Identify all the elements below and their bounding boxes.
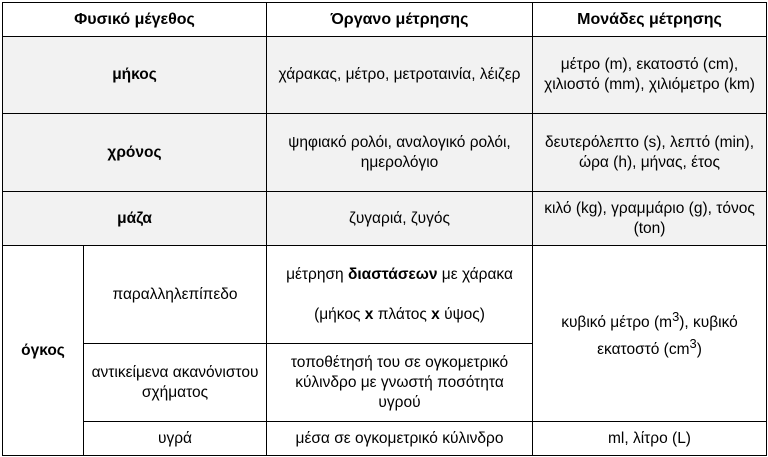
parallelepiped-label: παραλληλεπίπεδο (84, 246, 267, 344)
parallelepiped-instr-bold: διαστάσεων (347, 265, 438, 283)
parallelepiped-instr-post: με χάρακα (437, 265, 513, 283)
solid-units-part1: κυβικό μέτρο (m (561, 314, 673, 332)
solid-units-part3: ) (696, 340, 702, 358)
spacer (273, 285, 526, 305)
parallelepiped-instr-pre: μέτρηση (286, 265, 348, 283)
time-instrument: ψηφιακό ρολόι, αναλογικό ρολόι, ημερολόγιο (267, 114, 533, 192)
times-sign-1: x (364, 305, 374, 323)
times-sign-2: x (431, 305, 440, 323)
row-mass (3, 192, 767, 246)
irregular-label: αντικείμενα ακανόνιστου σχήματος (84, 344, 267, 422)
row-volume-liquids (3, 422, 767, 456)
row-time (3, 114, 767, 192)
mass-units: κιλό (kg), γραμμάριο (g), τόνος (ton) (533, 192, 767, 246)
irregular-instrument: τοποθέτησή του σε ογκομετρικό κύλινδρο με γνωστή ποσότητα υγρού (267, 344, 533, 422)
length-units: μέτρο (m), εκατοστό (cm), χιλιοστό (mm), χιλιόμετρο (km) (533, 37, 767, 114)
length-quantity: μήκος (3, 37, 267, 114)
measurement-table (2, 2, 767, 456)
header-instrument: Όργανο μέτρησης (267, 3, 533, 37)
liquids-units: ml, λίτρο (L) (533, 422, 767, 456)
liquids-instrument: μέσα σε ογκομετρικό κύλινδρο (267, 422, 533, 456)
time-quantity: χρόνος (3, 114, 267, 192)
row-volume-parallelepiped (3, 246, 767, 344)
header-row (3, 3, 767, 37)
superscript-3: 3 (672, 309, 680, 325)
row-length (3, 37, 767, 114)
formula-mid: πλάτος (373, 305, 432, 323)
header-quantity: Φυσικό μέγεθος (3, 3, 267, 37)
header-units: Μονάδες μέτρησης (533, 3, 767, 37)
length-instrument: χάρακας, μέτρο, μετροταινία, λέιζερ (267, 37, 533, 114)
volume-solid-units (533, 246, 767, 422)
formula-close: ύψος) (439, 305, 485, 323)
mass-quantity: μάζα (3, 192, 267, 246)
solid-units-part2: ), κυβικό εκατοστό (cm (597, 314, 738, 358)
mass-instrument: ζυγαριά, ζυγός (267, 192, 533, 246)
superscript-3: 3 (689, 335, 697, 351)
liquids-label: υγρά (84, 422, 267, 456)
time-units: δευτερόλεπτο (s), λεπτό (min), ώρα (h), μήνας, έτος (533, 114, 767, 192)
formula-open: (μήκος (314, 305, 365, 323)
volume-quantity: όγκος (3, 246, 84, 456)
parallelepiped-instrument (267, 246, 533, 344)
